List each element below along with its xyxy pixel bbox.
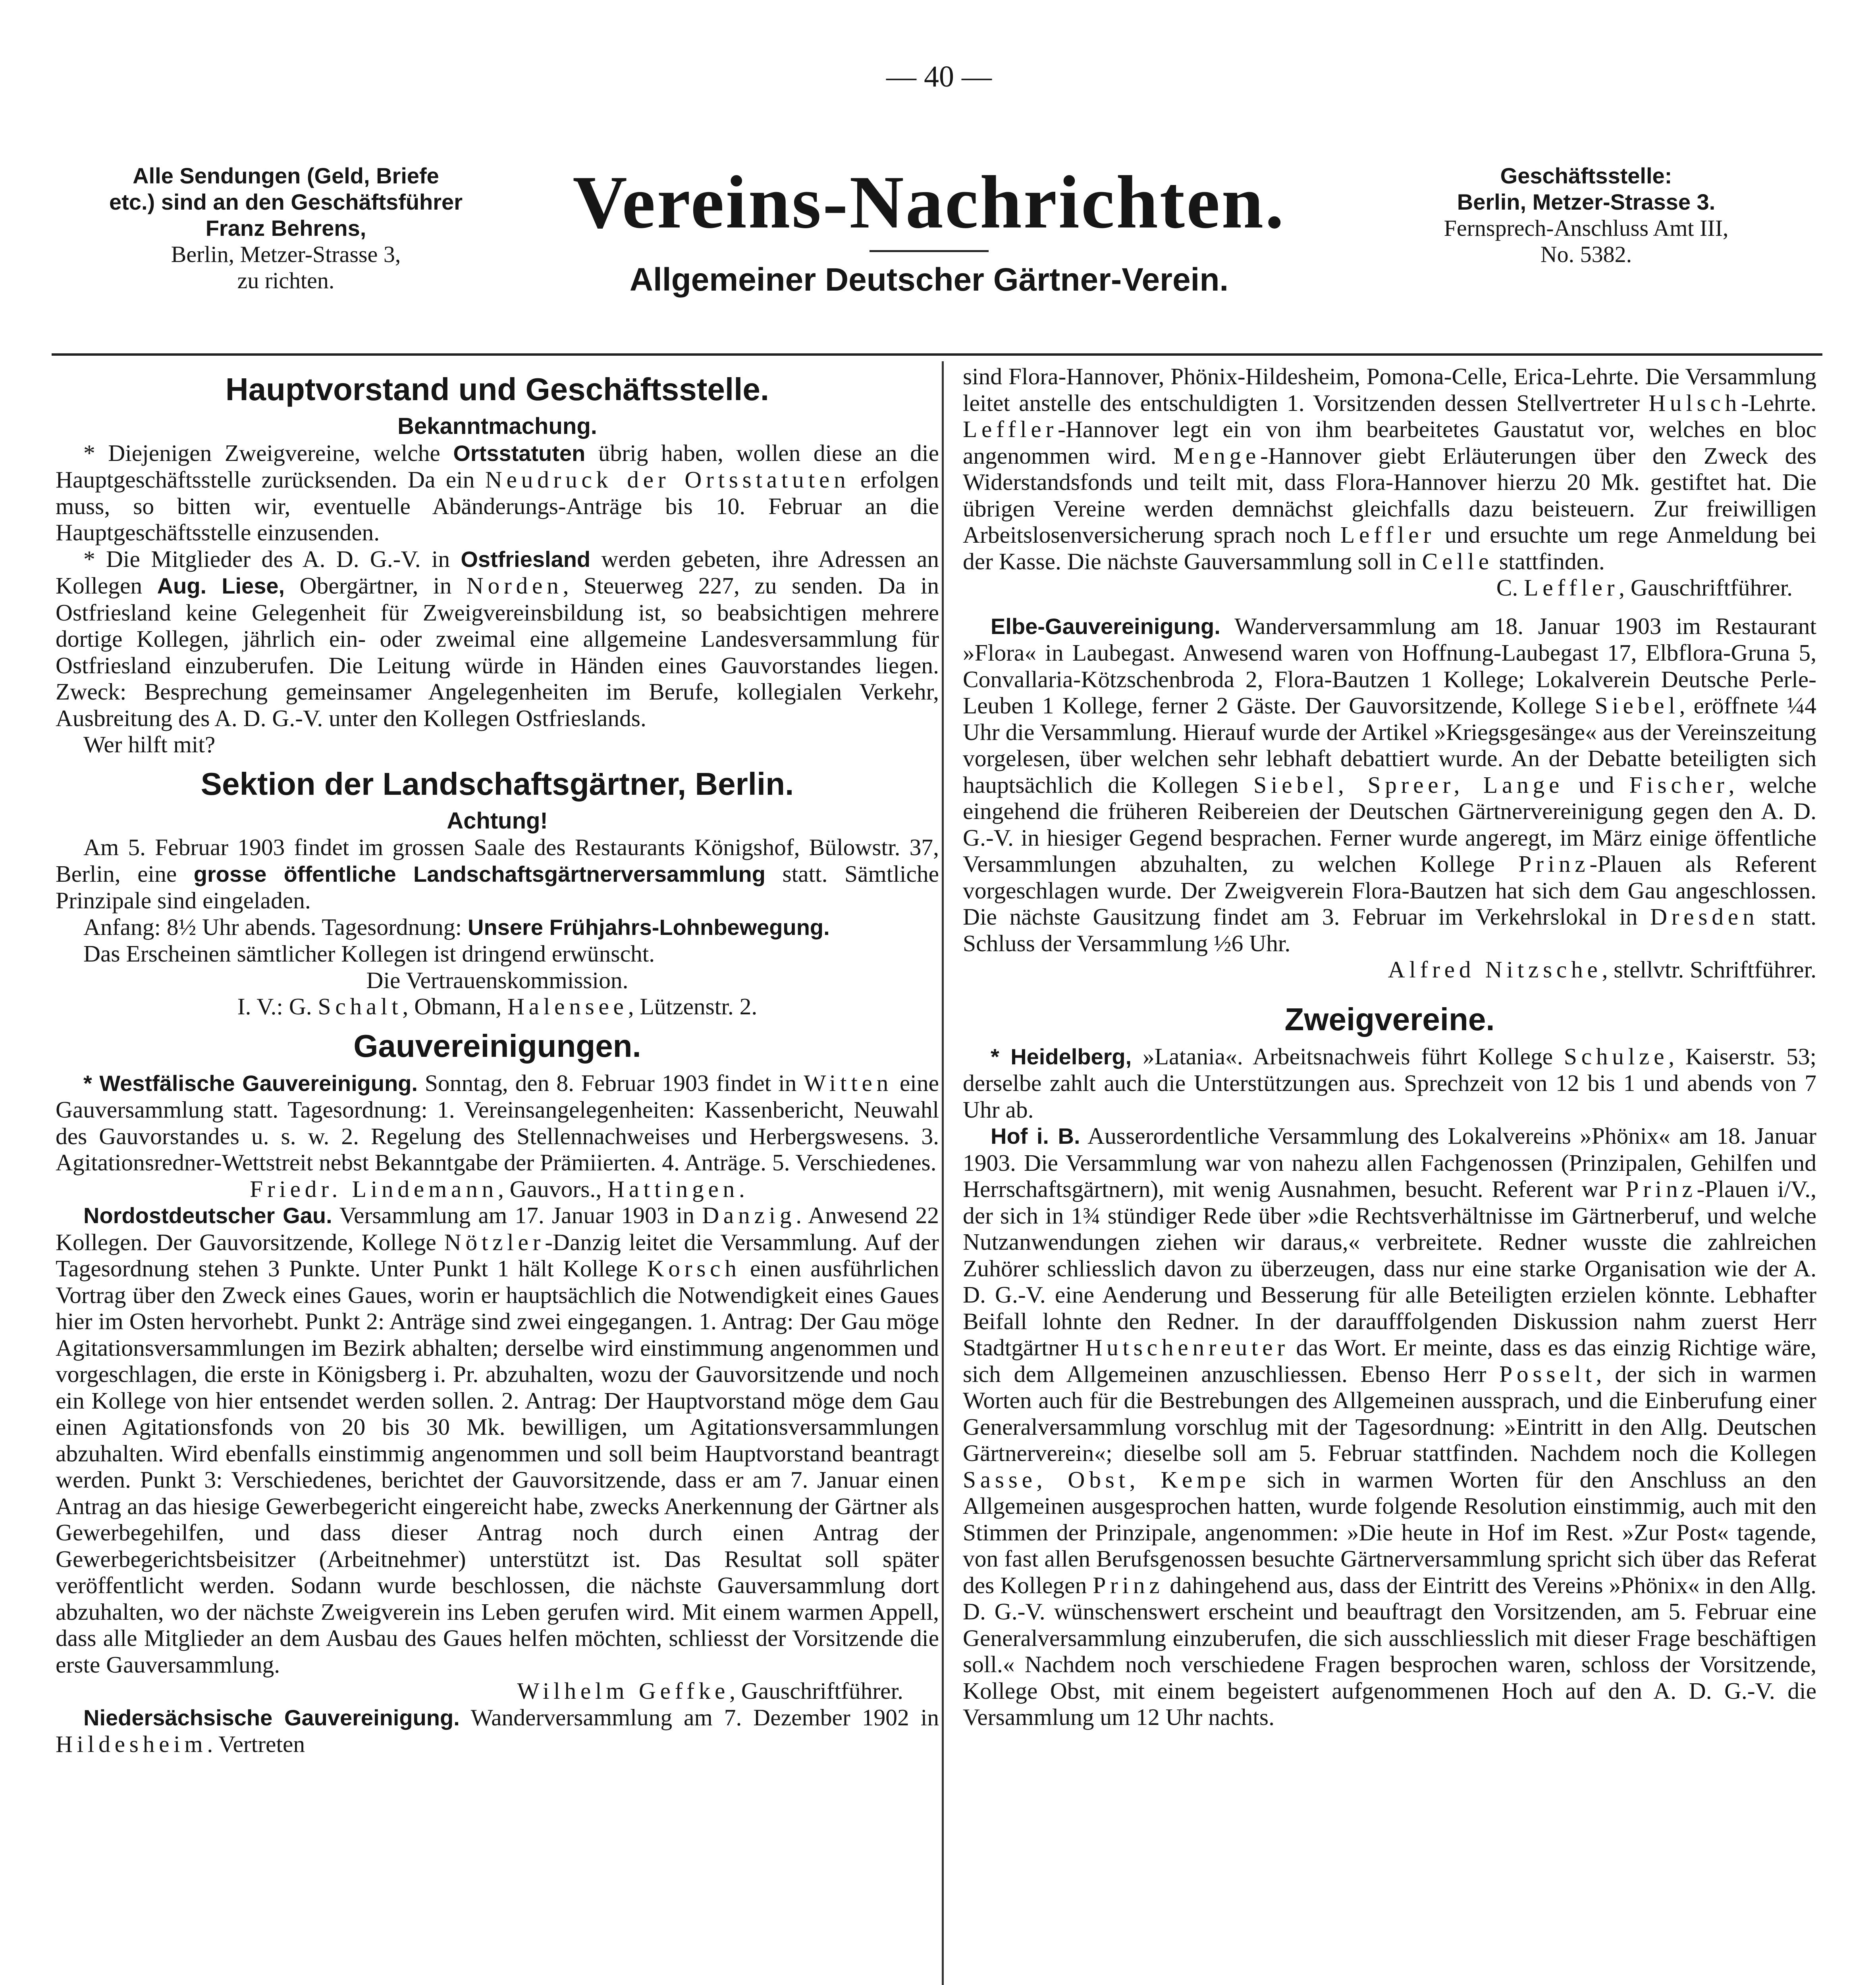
subheading: Bekanntmachung. — [397, 413, 597, 439]
office-notice-line: Geschäftsstelle: — [1500, 163, 1672, 188]
right-column — [963, 363, 1816, 1731]
report-paragraph: Hof i. B. Ausserordentliche Versammlung des Lokalvereins »Phönix« am 18. Januar 1903. Die Versammlung war von nahezu allen Fachgenossen (Prinzipalen, Gehilfen und Herrschaftsgärtnern), mit wenig Ausnahmen, besucht. Referent war Prinz-Plauen i/V., der sich in 1¾ stündiger Rede über »die Rechtsverhältnisse im Gärtnerberuf, und welche Nutzanwendungen ziehen wir daraus,« verbreitete. Redner wusste die zahlreichen Zuhörer schliesslich davon zu überzeugen, dass nur eine starke Organisation wie der A. D. G.-V. eine Aenderung und Besserung für alle Beteiligten erzielen könnte. Lebhafter Beifall lohnte den Redner. In der daraufffolgenden Diskussion nahm zuerst Herr Stadtgärtner Hutschenreuter das Wort. Er meinte, dass es das einzig Richtige wäre, sich dem Allgemeinen anzuschliessen. Ebenso Herr Posselt, der sich in warmen Worten auch für die Bestrebungen des Allgemeinen aussprach, und die Einberufung einer Generalversammlung vorschlug mit der Tagesordnung: »Eintritt in den Allg. Deutschen Gärtnerverein«; dieselbe soll am 5. Februar stattfinden. Nachdem noch die Kollegen Sasse, Obst, Kempe sich in warmen Worten für den Anschluss an den Allgemeinen ausgesprochen hatten, wurde folgende Resolution einstimmig, auch mit den Stimmen der Prinzipale, angenommen: »Die heute in Hof im Rest. »Zur Post« tagende, von fast allen Berufsgenossen besuchte Gärtnerversammlung spricht sich über das Referat des Kollegen Prinz dahingehend aus, dass der Eintritt des Vereins »Phönix« in den Allg. D. G.-V. wünschenswert erscheint und beauftragt den Vorsitzenden, am 5. Februar eine Generalversammlung einzuberufen, die sich ausschliesslich mit dieser Frage beschäftigen soll.« Nachdem noch verschiedene Fragen besprochen waren, schloss der Vorsitzende, Kollege Obst, mit einem begeistert aufgenommenen Hoch auf den A. D. G.-V. die Versammlung um 12 Uhr nachts. — [963, 1123, 1817, 1730]
header-rule — [52, 353, 1822, 356]
mailing-notice — [56, 163, 516, 294]
mailing-notice-line: Franz Behrens, — [205, 216, 366, 241]
report-paragraph: * Westfälische Gauvereinigung. Sonntag, den 8. Februar 1903 findet in Witten eine Gauversammlung statt. Tagesordnung: 1. Vereinsangelegenheiten: Kassenbericht, Neuwahl des Gauvorstandes u. s. w. 2. Regelung des Stellennachweises und Herbergswesens. 3. Agitationsredner-Wettstreit nebst Bekanntgabe der Prämiierten. 4. Anträge. 5. Verschiedenes. — [56, 1070, 939, 1176]
masthead-subtitle: Allgemeiner Deutscher Gärtner-Verein. — [629, 262, 1229, 298]
section-heading: Zweigvereine. — [1284, 1001, 1495, 1037]
report-paragraph: * Heidelberg, »Latania«. Arbeitsnachweis führt Kollege Schulze, Kaiserstr. 53; derselbe zahlt auch die Unterstützungen aus. Sprechzeit von 12 bis 1 und abends von 7 Uhr ab. — [963, 1043, 1816, 1123]
column-divider — [942, 361, 944, 1985]
page-number: — 40 — — [886, 60, 992, 93]
office-notice — [1350, 163, 1822, 268]
mailing-notice-line: Berlin, Metzer-Strasse 3, — [171, 241, 401, 267]
signature: Die Vertrauenskommission. — [366, 967, 629, 993]
report-paragraph: Nordostdeutscher Gau. Versammlung am 17. Januar 1903 in Danzig. Anwesend 22 Kollegen. Der Gauvorsitzende, Kollege Nötzler-Danzig leitet die Versammlung. Auf der Tagesordnung stehen 3 Punkte. Unter Punkt 1 hält Kollege Korsch einen ausführlichen Vortrag über den Zweck eines Gaues, worin er hauptsächlich die Notwendigkeit eines Gaues hier im Osten hervorhebt. Punkt 2: Anträge sind zwei eingegangen. 1. Antrag: Der Gau möge Agitationsversammlungen im Bezirk abhalten; derselbe wird einstimmung angenommen und vorgeschlagen, die erste in Königsberg i. Pr. abzuhalten, wozu der Gauvorsitzende und noch ein Kollege von hier entsendet werden sollen. 2. Antrag: Der Hauptvorstand möge dem Gau einen Agitationsfonds von 20 bis 30 Mk. bewilligen, um Agitationsversammlungen abzuhalten. Wird ebenfalls einstimmig angenommen und soll beim Hauptvorstand beantragt werden. Punkt 3: Verschiedenes, berichtet der Gauvorsitzende, dass er am 7. Januar einen Antrag an das hiesige Gewerbegericht eingereicht habe, zwecks Anerkennung der Gärtner als Gewerbegehilfen, und dass dieser Antrag noch durch einen Antrag der Gewerbegerichtsbeisitzer (Arbeitnehmer) unterstützt ist. Das Resultat soll später veröffentlicht werden. Sodann wurde beschlossen, die nächste Gauversammlung dort abzuhalten, wo der nächste Zweigverein ins Leben gerufen wird. Mit einem warmen Appell, dass alle Mitglieder an dem Ausbau des Gaues helfen möchten, schliesst der Vorsitzende die erste Gauversammlung. — [56, 1202, 939, 1678]
section-heading: Sektion der Landschaftsgärtner, Berlin. — [201, 766, 794, 802]
signature: Wilhelm Geffke, Gauschriftführer. — [517, 1678, 903, 1704]
signature: I. V.: G. Schalt, Obmann, Halensee, Lützenstr. 2. — [237, 993, 758, 1019]
masthead-title: Vereins-Nachrichten. — [573, 161, 1286, 244]
mailing-notice-line: etc.) sind an den Geschäftsführer — [109, 189, 463, 214]
section-heading: Hauptvorstand und Geschäftsstelle. — [225, 372, 769, 407]
notice-paragraph: Das Erscheinen sämtlicher Kollegen ist dringend erwünscht. — [83, 940, 655, 967]
office-notice-line: Fernsprech-Anschluss Amt III, — [1444, 215, 1729, 241]
notice-paragraph: Anfang: 8½ Uhr abends. Tagesordnung: Unsere Frühjahrs-Lohnbewegung. — [83, 913, 830, 940]
notice-closing: Wer hilft mit? — [83, 731, 216, 757]
signature: Friedr. Lindemann, Gauvors., Hattingen. — [250, 1176, 745, 1202]
office-notice-line: No. 5382. — [1540, 241, 1632, 267]
office-notice-line: Berlin, Metzer-Strasse 3. — [1457, 189, 1716, 214]
report-paragraph: Niedersächsische Gauvereinigung. Wanderversammlung am 7. Dezember 1902 in Hildesheim. Vertreten — [56, 1704, 939, 1757]
masthead-rule — [870, 250, 989, 252]
notice-paragraph: * Diejenigen Zweigvereine, welche Ortsstatuten übrig haben, wollen diese an die Hauptgeschäftsstelle zurücksenden. Da ein Neudruck der Ortsstatuten erfolgen muss, so bitten wir, eventuelle Abänderungs-Anträge bis 10. Februar an die Hauptgeschäftsstelle einzusenden. — [56, 439, 939, 545]
section-heading: Gauvereinigungen. — [353, 1028, 641, 1064]
report-paragraph: Elbe-Gauvereinigung. Wanderversammlung am 18. Januar 1903 im Restaurant »Flora« in Laubegast. Anwesend waren von Hoffnung-Laubegast 17, Elbflora-Gruna 5, Convallaria-Kötzschenbroda 2, Flora-Bautzen 1 Kollege; Lokalverein Deutsche Perle-Leuben 1 Kollege, ferner 2 Gäste. Der Gauvorsitzende, Kollege Siebel, eröffnete ¼4 Uhr die Versammlung. Hierauf wurde der Artikel »Kriegsgesänge« aus der Vereinszeitung vorgelesen, über welchen sehr lebhaft debattiert wurde. An der Debatte beteiligten sich hauptsächlich die Kollegen Siebel, Spreer, Lange und Fischer, welche eingehend die früheren Reibereien der Deutschen Gärtnervereinigung gegen den A. D. G.-V. in hiesiger Gegend besprachen. Ferner wurde angeregt, im März einige öffentliche Versammlungen abzuhalten, zu welchen Kollege Prinz-Plauen als Referent vorgeschlagen wurde. Der Zweigverein Flora-Bautzen hat sich dem Gau angeschlossen. Die nächste Gausitzung findet am 3. Februar im Verkehrslokal in Dresden statt. Schluss der Versammlung ½6 Uhr. — [963, 613, 1817, 956]
report-paragraph: sind Flora-Hannover, Phönix-Hildesheim, Pomona-Celle, Erica-Lehrte. Die Versammlung leitet anstelle des entschuldigten 1. Vorsitzenden dessen Stellvertreter Hulsch-Lehrte. Leffler-Hannover legt ein von ihm bearbeitetes Gaustatut vor, welches en bloc angenommen wird. Menge-Hannover giebt Erläuterungen über den Zweck des Widerstandsfonds und teilt mit, dass Flora-Hannover hierzu 20 Mk. gestiftet hat. Die übrigen Vereine werden demnächst gleichfalls dazu beisteuern. Zur freiwilligen Arbeitslosenversicherung sprach noch Leffler und ersuchte um rege Anmeldung bei der Kasse. Die nächste Gauversammlung soll in Celle stattfinden. — [963, 363, 1816, 574]
mailing-notice-line: Alle Sendungen (Geld, Briefe — [133, 163, 439, 188]
left-column — [56, 363, 939, 1758]
masthead — [528, 159, 1330, 300]
signature: Alfred Nitzsche, stellvtr. Schriftführer. — [1388, 956, 1816, 983]
signature: C. Leffler, Gauschriftführer. — [1496, 574, 1793, 601]
subheading: Achtung! — [447, 807, 548, 834]
notice-paragraph: * Die Mitglieder des A. D. G.-V. in Ostfriesland werden gebeten, ihre Adressen an Kollegen Aug. Liese, Obergärtner, in Norden, Steuerweg 227, zu senden. Da in Ostfriesland keine Gelegenheit für Zweigvereinsbildung ist, so beabsichtigen mehrere dortige Kollegen, jährlich ein- oder zweimal eine allgemeine Landesversammlung für Ostfriesland einzuberufen. Die Leitung würde in Händen eines Gauvorstandes liegen. Zweck: Besprechung gemeinsamer Angelegenheiten im Berufe, kollegialen Verkehr, Ausbreitung des A. D. G.-V. unter den Kollegen Ostfrieslands. — [56, 545, 939, 731]
notice-paragraph: Am 5. Februar 1903 findet im grossen Saale des Restaurants Königshof, Bülowstr. 37, Berlin, eine grosse öffentliche Landschaftsgärtnerversammlung statt. Sämtliche Prinzipale sind eingeladen. — [56, 834, 939, 913]
mailing-notice-line: zu richten. — [237, 268, 335, 293]
